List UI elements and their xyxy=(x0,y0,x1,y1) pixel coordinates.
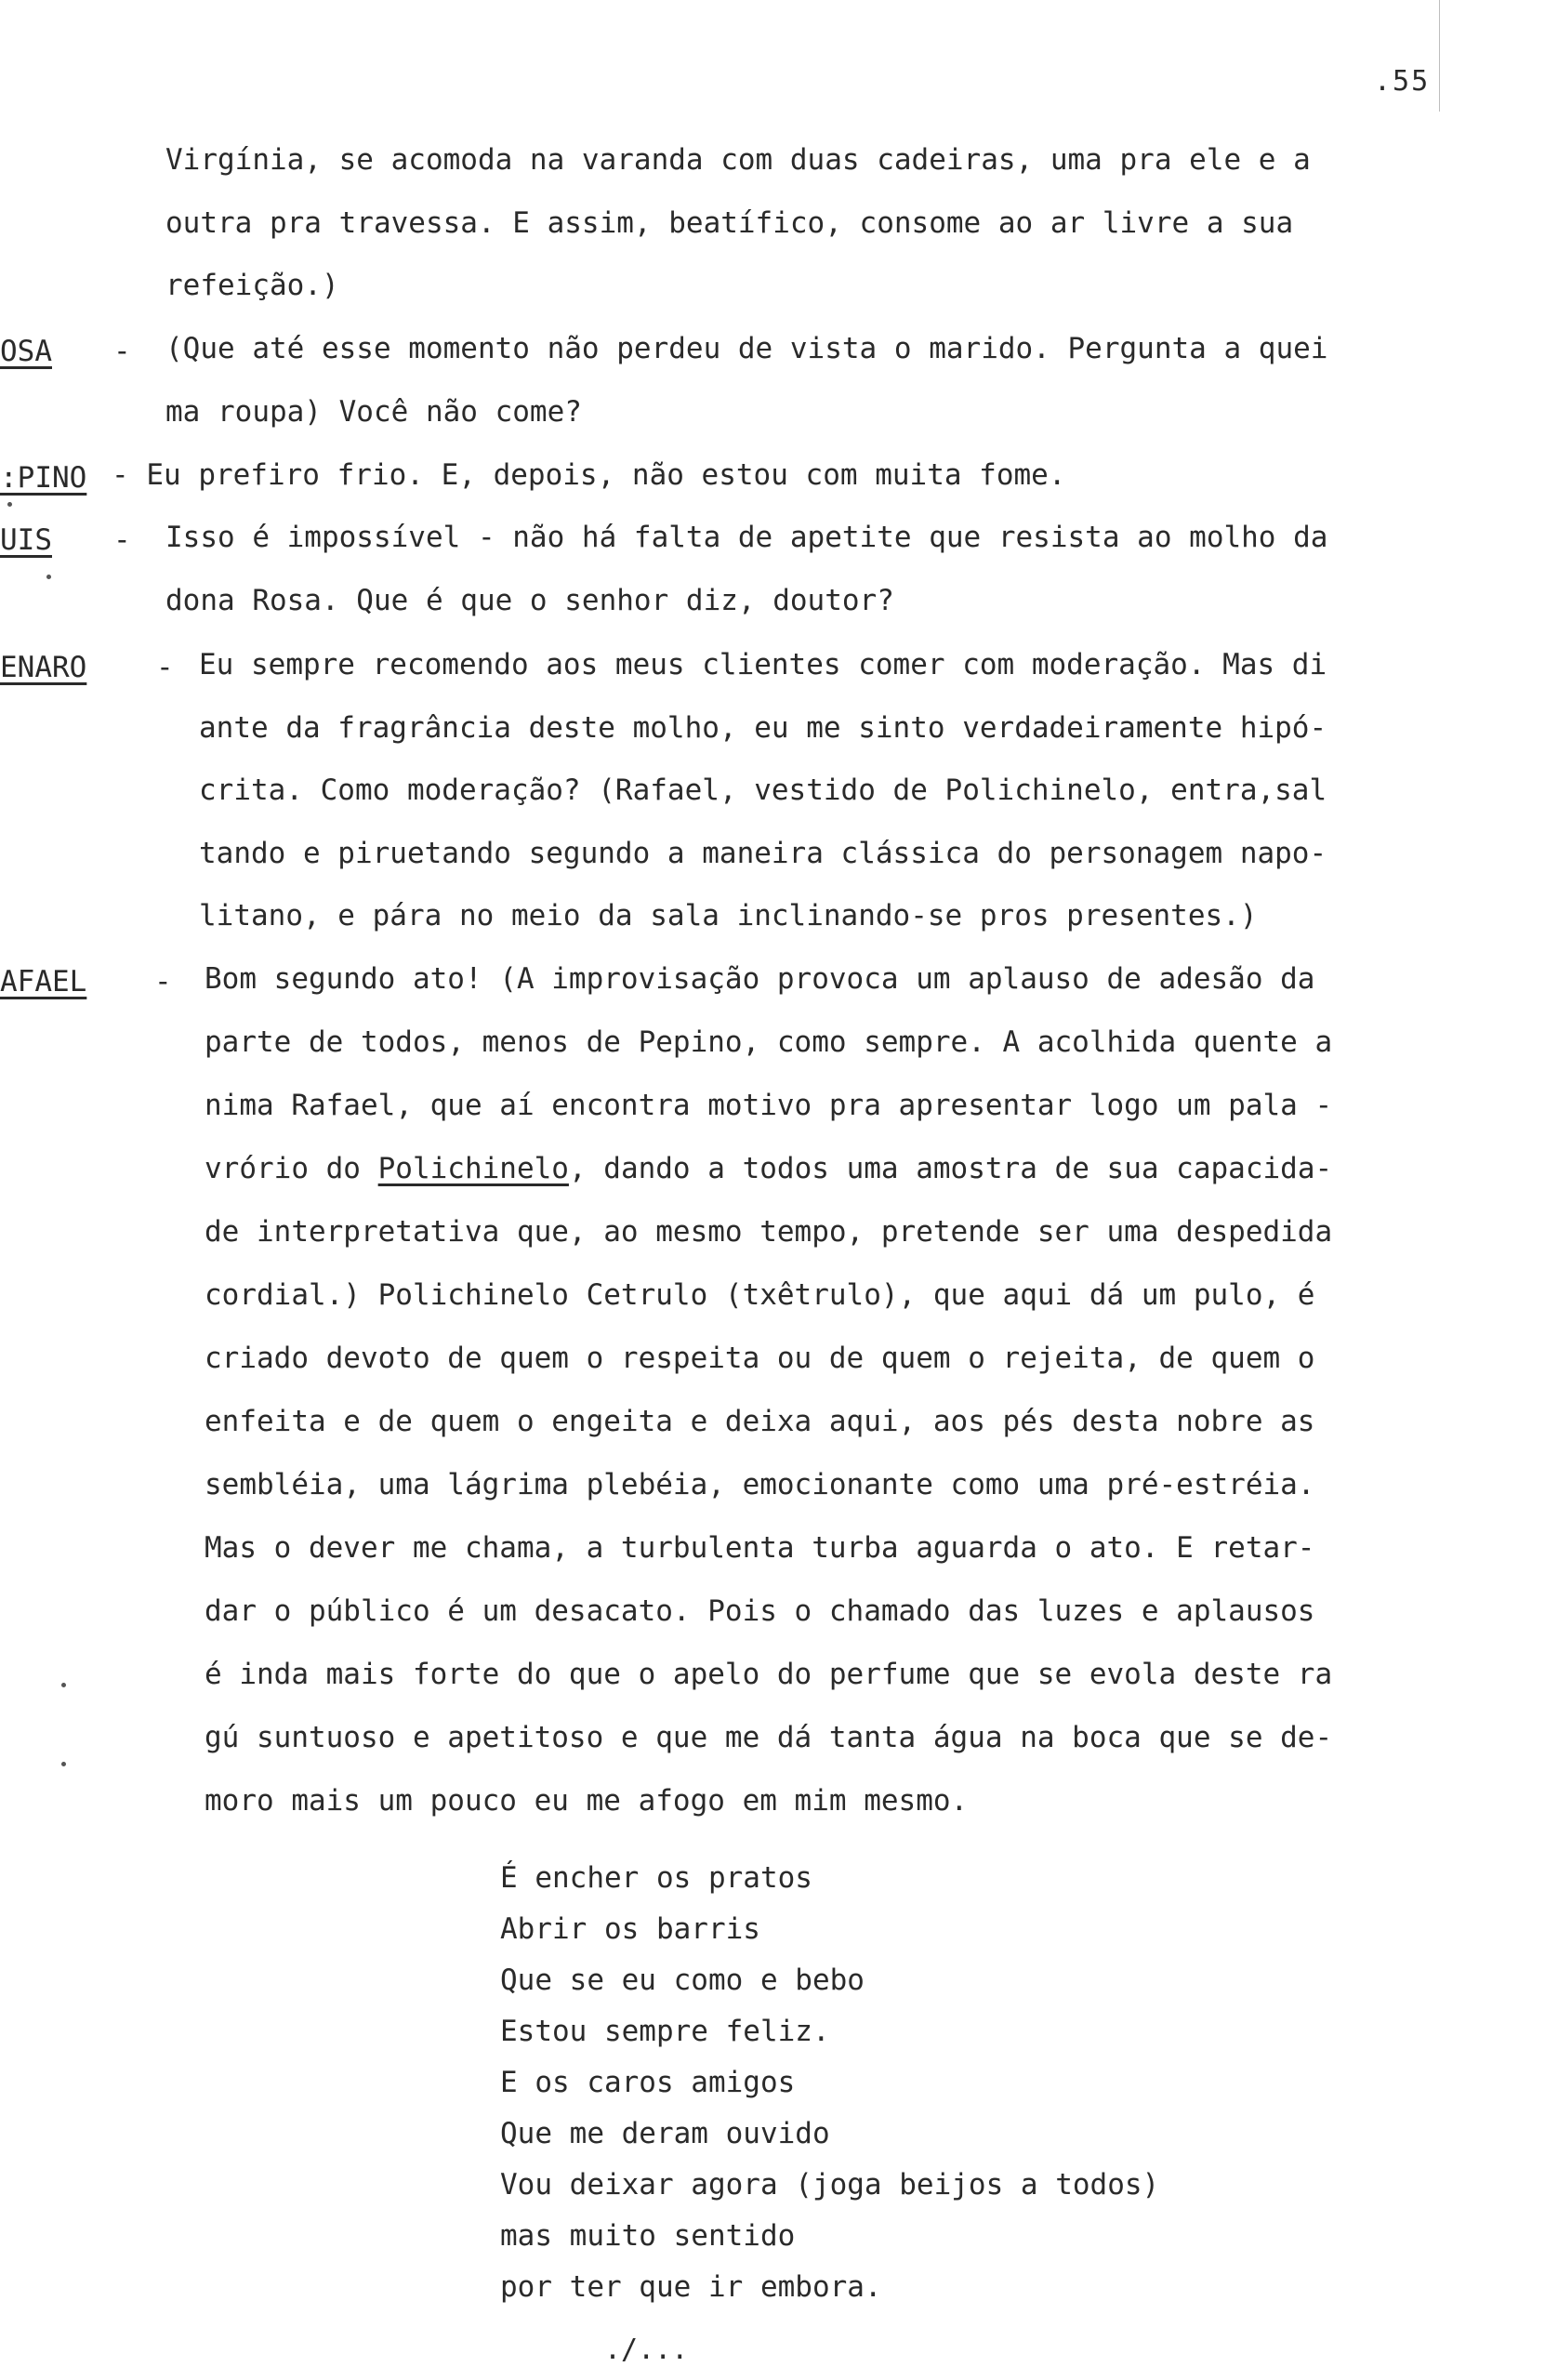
speaker-luis: UIS xyxy=(0,523,52,557)
speaker-dash: - xyxy=(113,335,131,368)
scan-speck xyxy=(46,575,51,579)
dialogue-line: moro mais um pouco eu me afogo em mim mesmo. xyxy=(205,1784,969,1818)
verse-line: E os caros amigos xyxy=(500,2066,796,2099)
dialogue-line: criado devoto de quem o respeita ou de quem o rejeita, de quem o xyxy=(205,1342,1315,1375)
dialogue-line: tando e piruetando segundo a maneira clássica do personagem napo- xyxy=(199,837,1327,870)
dialogue-line: Mas o dever me chama, a turbulenta turba aguarda o ato. E retar- xyxy=(205,1531,1315,1565)
speaker-dash: - xyxy=(156,651,174,684)
speaker-rafael: AFAEL xyxy=(0,965,87,998)
verse-line: mas muito sentido xyxy=(500,2219,796,2253)
scan-speck xyxy=(61,1683,66,1687)
verse-line: Que me deram ouvido xyxy=(500,2117,830,2150)
dialogue-line: sembléia, uma lágrima plebéia, emocionante como uma pré-estréia. xyxy=(205,1468,1315,1501)
dialogue-line: dona Rosa. Que é que o senhor diz, doutor? xyxy=(165,584,894,617)
dialogue-line: (Que até esse momento não perdeu de vista o marido. Pergunta a quei xyxy=(165,332,1328,365)
verse-line: Estou sempre feliz. xyxy=(500,2015,830,2048)
dialogue-line: nima Rafael, que aí encontra motivo pra apresentar logo um pala - xyxy=(205,1089,1333,1122)
verse-line: Vou deixar agora (joga beijos a todos) xyxy=(500,2168,1160,2202)
speaker-pepino: :PINO xyxy=(0,461,87,495)
dialogue-line: cordial.) Polichinelo Cetrulo (txêtrulo), que aqui dá um pulo, é xyxy=(205,1278,1315,1312)
dialogue-line: de interpretativa que, ao mesmo tempo, pretende ser uma despedida xyxy=(205,1215,1333,1249)
dialogue-line: gú suntuoso e apetitoso e que me dá tanta água na boca que se de- xyxy=(205,1721,1333,1754)
speaker-dash: - xyxy=(113,523,131,557)
dialogue-line: crita. Como moderação? (Rafael, vestido de Polichinelo, entra,sal xyxy=(199,774,1327,807)
page-number: .55 xyxy=(1374,65,1431,98)
scan-speck xyxy=(7,502,12,507)
dialogue-line: dar o público é um desacato. Pois o chamado das luzes e aplausos xyxy=(205,1594,1315,1628)
speaker-dash: - xyxy=(154,965,172,998)
stage-direction-line: Virgínia, se acomoda na varanda com duas cadeiras, uma pra ele e a xyxy=(165,143,1311,177)
verse-line: por ter que ir embora. xyxy=(500,2270,882,2304)
dialogue-line xyxy=(205,1152,1333,1185)
continuation-mark: ./... xyxy=(604,2334,689,2366)
verse-line: Que se eu como e bebo xyxy=(500,1964,865,1997)
page-edge-line xyxy=(1439,0,1440,112)
dialogue-line: litano, e pára no meio da sala inclinando-se pros presentes.) xyxy=(199,899,1258,932)
speaker-genaro: ENARO xyxy=(0,651,87,684)
dialogue-text: vrório do xyxy=(205,1152,378,1185)
speaker-rosa: OSA xyxy=(0,335,52,368)
stage-direction-line: outra pra travessa. E assim, beatífico, consome ao ar livre a sua xyxy=(165,206,1294,240)
dialogue-line: - Eu prefiro frio. E, depois, não estou com muita fome. xyxy=(112,458,1066,492)
verse-line: Abrir os barris xyxy=(500,1912,760,1946)
dialogue-line: enfeita e de quem o engeita e deixa aqui, aos pés desta nobre as xyxy=(205,1405,1315,1438)
verse-line: É encher os pratos xyxy=(500,1861,812,1895)
dialogue-text: , dando a todos uma amostra de sua capacida- xyxy=(568,1152,1333,1185)
dialogue-line: é inda mais forte do que o apelo do perfume que se evola deste ra xyxy=(205,1658,1333,1691)
dialogue-line: ante da fragrância deste molho, eu me sinto verdadeiramente hipó- xyxy=(199,711,1327,745)
stage-direction-line: refeição.) xyxy=(165,269,339,302)
dialogue-line: ma roupa) Você não come? xyxy=(165,395,582,429)
scan-speck xyxy=(61,1762,66,1766)
dialogue-line: parte de todos, menos de Pepino, como sempre. A acolhida quente a xyxy=(205,1025,1333,1059)
dialogue-line: Bom segundo ato! (A improvisação provoca um aplauso de adesão da xyxy=(205,962,1315,996)
play-title-polichinelo: Polichinelo xyxy=(377,1152,569,1185)
dialogue-line: Isso é impossível - não há falta de apetite que resista ao molho da xyxy=(165,521,1328,554)
dialogue-line: Eu sempre recomendo aos meus clientes comer com moderação. Mas di xyxy=(199,648,1327,681)
